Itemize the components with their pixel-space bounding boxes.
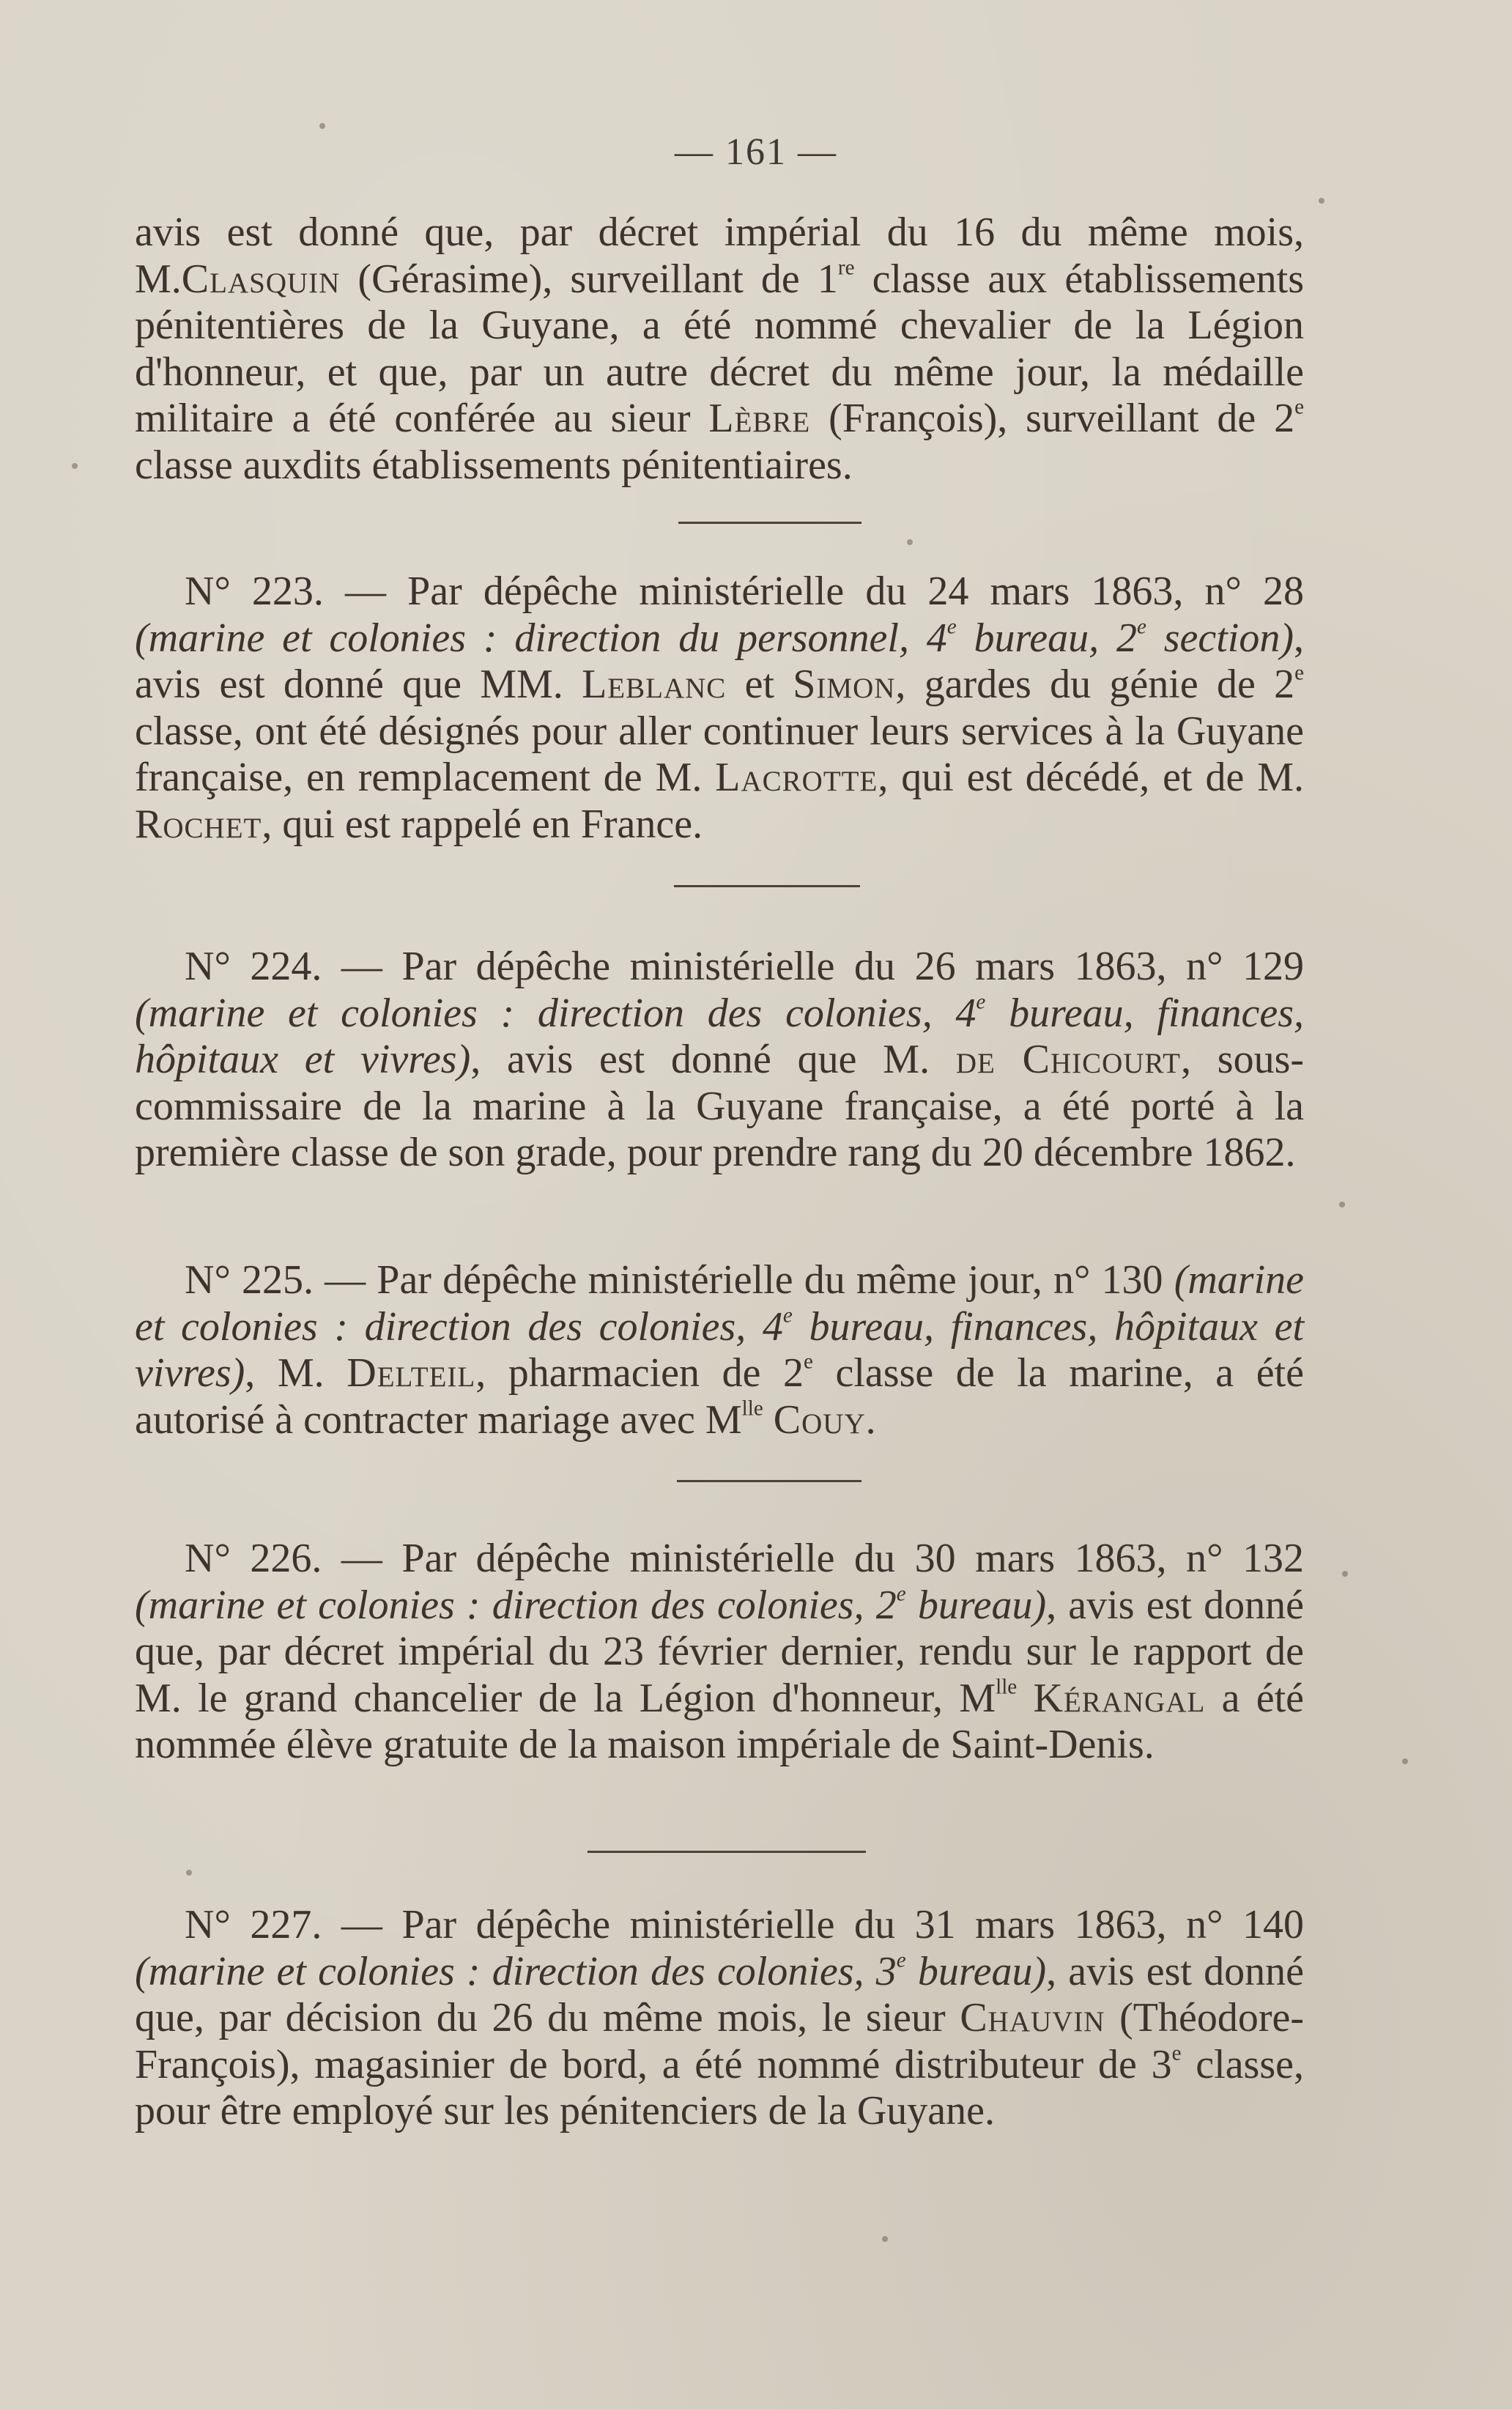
text-run: classe, ont été désignés pour aller continuer leurs services à la Guyane française, en remplacement de M. bbox=[135, 708, 1304, 800]
italic-reference: (marine et colonies : direction des colonies, 4 bbox=[135, 1257, 1304, 1350]
text-run bbox=[1017, 1676, 1033, 1721]
paper-speck bbox=[186, 1870, 192, 1876]
person-name: Rochet bbox=[135, 801, 262, 847]
superscript: e bbox=[782, 1303, 793, 1327]
entry-text bbox=[135, 1902, 1304, 2135]
text-run bbox=[763, 1397, 774, 1443]
paper-speck bbox=[319, 123, 325, 129]
text-run: , avis est donné que, par décret impérial du 23 février dernier, rendu sur le rapport de M. le grand chancelier de la Légion d'honneur, M bbox=[135, 1582, 1304, 1721]
italic-reference: bureau) bbox=[905, 1948, 1047, 1994]
person-name: Simon bbox=[793, 662, 896, 707]
entry-text bbox=[135, 1536, 1304, 1769]
person-name: Couy bbox=[773, 1396, 866, 1443]
italic-reference: bureau, finances, hôpitaux et vivres) bbox=[135, 1303, 1304, 1396]
superscript: e bbox=[896, 1947, 906, 1972]
section-divider bbox=[677, 1480, 861, 1482]
superscript: lle bbox=[996, 1674, 1018, 1698]
italic-reference: (marine et colonies : direction du personnel, 4 bbox=[135, 615, 947, 661]
text-run: , qui est décédé, et de M. bbox=[878, 755, 1305, 800]
text-run: N° 225. — Par dépêche ministérielle du même jour, n° 130 bbox=[185, 1257, 1174, 1303]
paper-speck bbox=[1342, 1571, 1348, 1577]
entry-text bbox=[135, 1257, 1304, 1443]
section-divider bbox=[678, 522, 861, 524]
entry-text bbox=[135, 944, 1304, 1177]
person-name: Chauvin bbox=[960, 1995, 1105, 2040]
text-run: , sous-commissaire de la marine à la Guyane française, a été porté à la première classe de son grade, pour prendre rang du 20 décembre 1862. bbox=[135, 1037, 1305, 1175]
text-run: , avis est donné que M. bbox=[470, 1037, 956, 1082]
person-name: Kérangal bbox=[1033, 1675, 1206, 1721]
superscript: e bbox=[1136, 614, 1146, 638]
text-run: . bbox=[865, 1396, 876, 1443]
text-run: classe, pour être employé sur les pénitenciers de la Guyane. bbox=[135, 2041, 1304, 2134]
italic-reference: (marine et colonies : direction des colonies, 3 bbox=[135, 1948, 897, 1994]
italic-reference: section) bbox=[1146, 615, 1294, 661]
superscript: e bbox=[896, 1581, 906, 1605]
italic-reference: (marine et colonies : direction des colonies, 4 bbox=[135, 990, 976, 1036]
superscript: e bbox=[976, 989, 986, 1013]
superscript: e bbox=[946, 614, 957, 638]
italic-reference: bureau, 2 bbox=[956, 615, 1137, 661]
text-run: classe auxdits établissements pénitentiaires. bbox=[135, 442, 853, 488]
text-run: a été nommée élève gratuite de la maison impériale de Saint-Denis. bbox=[135, 1675, 1305, 1767]
person-name: Leblanc bbox=[582, 662, 727, 707]
superscript: e bbox=[1294, 395, 1304, 419]
text-run: avis est donné que, par décret impérial du 16 du même mois, M. bbox=[135, 210, 1304, 302]
text-run: , avis est donné que, par décision du 26 du même mois, le sieur bbox=[135, 1948, 1304, 2040]
text-run: N° 224. — Par dépêche ministérielle du 26 mars 1863, n° 129 bbox=[185, 944, 1304, 989]
superscript: re bbox=[837, 255, 855, 279]
text-run: (Théodore-François), magasinier de bord, a été nommé distributeur de 3 bbox=[135, 1995, 1304, 2087]
page-number: — 161 — bbox=[675, 131, 837, 173]
text-run: N° 226. — Par dépêche ministérielle du 30 mars 1863, n° 132 bbox=[185, 1536, 1304, 1581]
italic-reference: bureau, finances, hôpitaux et vivres) bbox=[135, 990, 1304, 1082]
italic-reference: bureau) bbox=[905, 1582, 1047, 1628]
entry-226 bbox=[135, 1536, 1304, 1769]
text-run: N° 223. — Par dépêche ministérielle du 24 mars 1863, n° 28 bbox=[185, 569, 1304, 614]
entry-text bbox=[135, 569, 1304, 848]
entry-225 bbox=[135, 1257, 1304, 1443]
paper-speck bbox=[1339, 1202, 1345, 1207]
person-name: de Chicourt bbox=[955, 1037, 1181, 1082]
person-name: Delteil bbox=[346, 1350, 476, 1396]
section-divider bbox=[674, 885, 860, 887]
entry-223 bbox=[135, 569, 1304, 848]
intro-paragraph bbox=[135, 210, 1304, 489]
superscript: e bbox=[1294, 661, 1304, 685]
intro-text bbox=[135, 210, 1304, 489]
paper-speck bbox=[72, 463, 78, 469]
superscript: e bbox=[1171, 2040, 1182, 2065]
paper-speck bbox=[882, 2236, 888, 2242]
text-run: et bbox=[726, 662, 793, 707]
person-name: Lacrotte bbox=[715, 755, 878, 800]
text-run: N° 227. — Par dépêche ministérielle du 31 mars 1863, n° 140 bbox=[185, 1902, 1304, 1947]
text-run: , qui est rappelé en France. bbox=[262, 801, 703, 847]
text-run: , pharmacien de 2 bbox=[475, 1350, 804, 1396]
text-run: , avis est donné que MM. bbox=[135, 615, 1304, 707]
person-name: Lèbre bbox=[708, 396, 811, 441]
superscript: e bbox=[804, 1350, 813, 1374]
text-run: classe de la marine, a été autorisé à contracter mariage avec M bbox=[135, 1350, 1305, 1443]
person-name: Clasquin bbox=[181, 256, 341, 302]
entry-227 bbox=[135, 1902, 1304, 2135]
entry-224 bbox=[135, 944, 1304, 1177]
section-divider bbox=[588, 1851, 866, 1853]
italic-reference: (marine et colonies : direction des colonies, 2 bbox=[135, 1582, 897, 1628]
superscript: lle bbox=[741, 1396, 763, 1420]
text-run: (Gérasime), surveillant de 1 bbox=[340, 256, 838, 302]
paper-speck bbox=[907, 539, 913, 545]
text-run: , gardes du génie de 2 bbox=[895, 662, 1295, 707]
paper-speck bbox=[1319, 198, 1324, 204]
text-run: , M. bbox=[245, 1350, 347, 1396]
text-run: classe aux établissements pénitentières de la Guyane, a été nommé chevalier de la Légion d'honneur, et que, par un autre décret du même jour, la médaille militaire a été conférée au sieur bbox=[135, 256, 1304, 441]
paper-speck bbox=[1402, 1758, 1408, 1764]
text-run: (François), surveillant de 2 bbox=[810, 396, 1295, 441]
